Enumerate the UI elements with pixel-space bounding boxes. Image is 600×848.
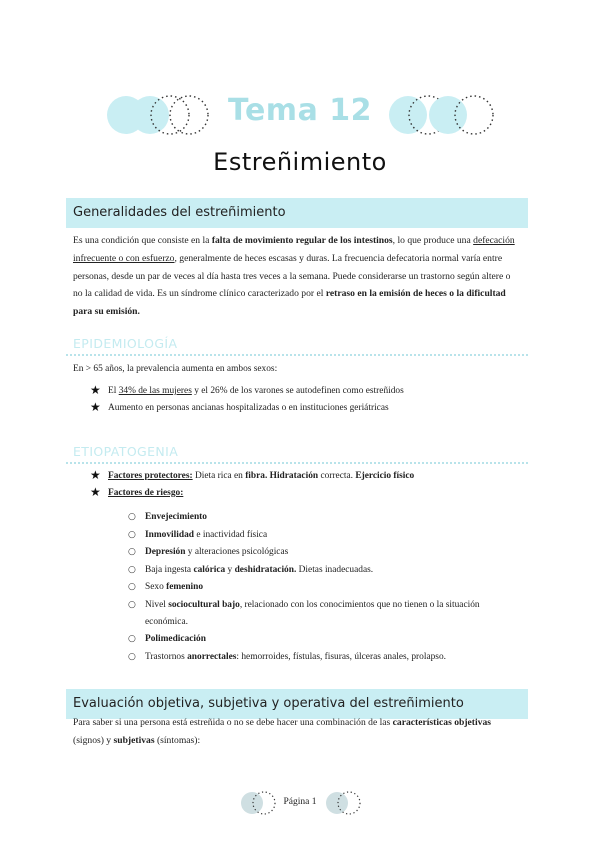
- section-title-generalidades: Generalidades del estreñimiento: [73, 205, 286, 220]
- risk-item: Polimedicación: [145, 634, 206, 644]
- risk-item-continuation: económica.: [145, 617, 188, 627]
- list-item: Aumento en personas ancianas hospitalizadas o en instituciones geriátricas: [108, 403, 389, 413]
- circle-bullet-icon: ○: [128, 600, 136, 610]
- section-title-evaluacion: Evaluación objetiva, subjetiva y operativa del estreñimiento: [73, 696, 464, 711]
- page-title: Estreñimiento: [213, 148, 387, 176]
- paragraph-generalidades: [73, 232, 528, 321]
- list-item-protectores: Factores protectores: Dieta rica en fibra. Hidratación correcta. Ejercicio físico: [108, 471, 415, 481]
- subheading-etiopatogenia: ETIOPATOGENIA: [73, 444, 179, 459]
- circle-bullet-icon: ○: [128, 565, 136, 575]
- para-line: Es una condición que consiste en la falta de movimiento regular de los intestinos, lo que produce una defecación: [73, 235, 515, 246]
- paragraph-evaluacion: [73, 714, 528, 750]
- star-bullet-icon: ★: [90, 383, 101, 397]
- circle-bullet-icon: ○: [128, 530, 136, 540]
- topic-number: Tema 12: [227, 93, 373, 128]
- para-line: (signos) y subjetivas (síntomas):: [73, 734, 201, 746]
- risk-item: Depresión y alteraciones psicológicas: [145, 547, 289, 557]
- subheading-epidemiologia: EPIDEMIOLOGÍA: [73, 336, 178, 351]
- epidemiologia-intro: En > 65 años, la prevalencia aumenta en ambos sexos:: [73, 364, 278, 374]
- risk-item: Envejecimiento: [145, 512, 207, 522]
- page-number: Página 1: [283, 797, 317, 807]
- risk-item: Sexo femenino: [145, 582, 204, 592]
- circle-bullet-icon: ○: [128, 547, 136, 557]
- para-line: Para saber si una persona está estreñida o no se debe hacer una combinación de las características objetivas: [73, 717, 491, 728]
- dotted-divider: [66, 462, 528, 464]
- dotted-divider: [66, 354, 528, 356]
- star-bullet-icon: ★: [90, 400, 101, 414]
- circle-bullet-icon: ○: [128, 652, 136, 662]
- risk-item: Inmovilidad e inactividad física: [145, 530, 268, 540]
- para-line: infrecuente o con esfuerzo, generalmente de heces escasas y duras. La frecuencia defecatoria normal varía entre: [73, 252, 503, 264]
- risk-item: Nivel sociocultural bajo, relacionado con los conocimientos que no tienen o la situación: [145, 600, 480, 610]
- circle-bullet-icon: ○: [128, 512, 136, 522]
- para-line: personas, desde un par de veces al día hasta tres veces a la semana. Puede considerarse un trastorno según altere o: [73, 270, 511, 282]
- star-bullet-icon: ★: [90, 485, 101, 499]
- list-item: El 34% de las mujeres y el 26% de los varones se autodefinen como estreñidos: [108, 386, 404, 396]
- para-line: no la calidad de vida. Es un síndrome clínico caracterizado por el retraso en la emisión de heces o la dificultad: [73, 288, 506, 300]
- para-line: para su emisión.: [73, 306, 140, 318]
- circle-bullet-icon: ○: [128, 582, 136, 592]
- star-bullet-icon: ★: [90, 468, 101, 482]
- risk-item: Trastornos anorrectales: hemorroides, fístulas, fisuras, úlceras anales, prolapso.: [145, 652, 446, 662]
- circle-bullet-icon: ○: [128, 634, 136, 644]
- list-item-riesgo: Factores de riesgo:: [108, 488, 184, 498]
- risk-item: Baja ingesta calórica y deshidratación. Dietas inadecuadas.: [145, 565, 374, 575]
